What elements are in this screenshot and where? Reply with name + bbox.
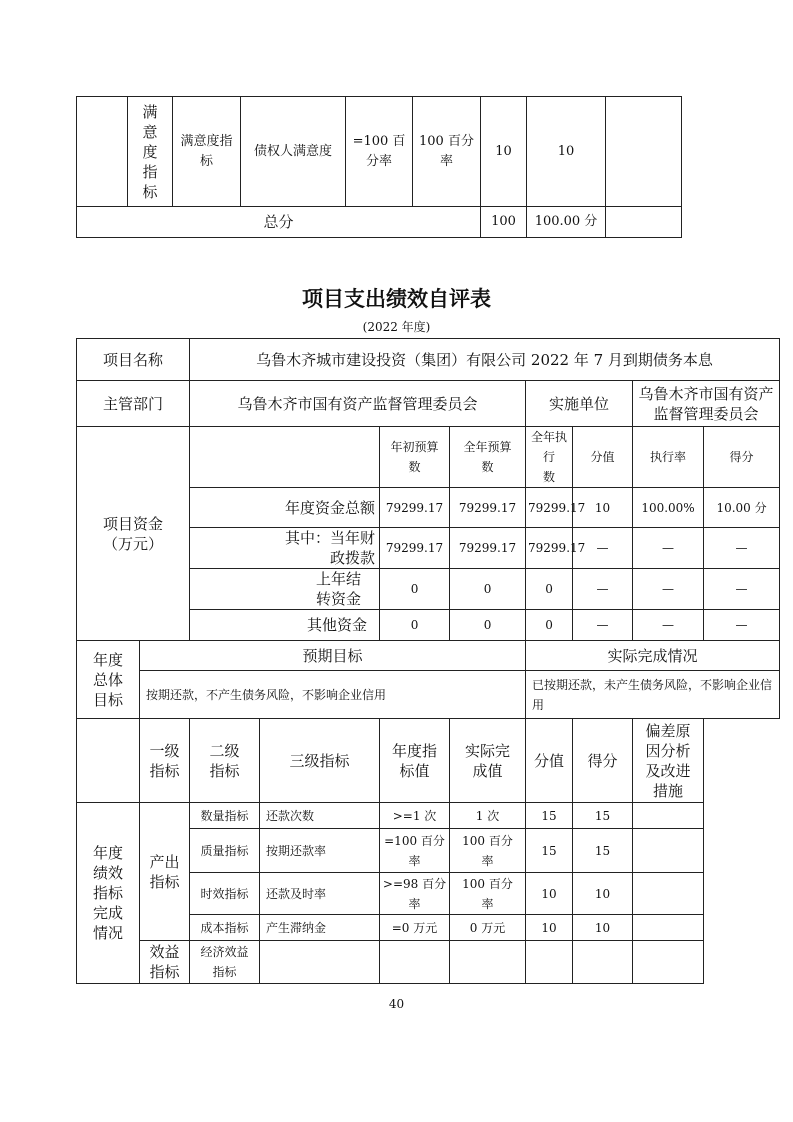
output-indicator-label: 产出 指标 xyxy=(140,803,190,941)
funds-row-score: — xyxy=(704,528,780,569)
benefit-score xyxy=(573,941,633,984)
funds-row-annual: 0 xyxy=(450,610,526,641)
funds-header-initial: 年初预算 数 xyxy=(380,427,450,488)
indicator-actual: 100 百分 率 xyxy=(450,873,526,915)
implementer-value: 乌鲁木齐市国有资产监督管理委员会 xyxy=(633,381,780,427)
funds-row-annual: 79299.17 xyxy=(450,528,526,569)
actual-completion-label: 实际完成情况 xyxy=(526,641,780,671)
indicator-level3: 还款次数 xyxy=(260,803,380,829)
satisfaction-target: =100 百 分率 xyxy=(346,97,413,207)
indicator-weight: 15 xyxy=(526,803,573,829)
indicator-header-extra xyxy=(704,719,780,803)
economic-benefit-label: 经济效益 指标 xyxy=(190,941,260,984)
report-year: (2022 年度) xyxy=(362,320,431,334)
funds-row-executed: 79299.17 xyxy=(526,488,573,528)
indicator-target: =100 百分 率 xyxy=(380,829,450,873)
funds-row-name: 其中：当年财 政拨款 xyxy=(190,528,380,569)
satisfaction-level2-label: 满意度指 标 xyxy=(173,97,241,207)
indicator-extra xyxy=(704,915,780,941)
indicator-header-actual: 实际完 成值 xyxy=(450,719,526,803)
funds-row-score: — xyxy=(704,569,780,610)
indicator-score: 15 xyxy=(573,803,633,829)
indicator-deviation xyxy=(633,915,704,941)
indicator-actual: 1 次 xyxy=(450,803,526,829)
indicator-header-score: 得分 xyxy=(573,719,633,803)
funds-row-weight: — xyxy=(573,569,633,610)
total-blank xyxy=(606,207,682,238)
satisfaction-score: 10 xyxy=(527,97,606,207)
funds-header-weight: 分值 xyxy=(573,427,633,488)
indicator-actual: 100 百分 率 xyxy=(450,829,526,873)
funds-row-name: 年度资金总额 xyxy=(190,488,380,528)
indicator-weight: 15 xyxy=(526,829,573,873)
indicator-score: 10 xyxy=(573,873,633,915)
total-weight: 100 xyxy=(481,207,527,238)
funds-row-annual: 79299.17 xyxy=(450,488,526,528)
indicator-actual: 0 万元 xyxy=(450,915,526,941)
funds-row-rate: 100.00% xyxy=(633,488,704,528)
expected-goal-label: 预期目标 xyxy=(140,641,526,671)
indicator-score: 15 xyxy=(573,829,633,873)
funds-row-weight: — xyxy=(573,528,633,569)
funds-row-executed: 0 xyxy=(526,569,573,610)
total-label: 总分 xyxy=(77,207,481,238)
top-blank-cell xyxy=(77,97,128,207)
indicator-header-level1: 一级 指标 xyxy=(140,719,190,803)
funds-label: 项目资金 （万元） xyxy=(77,427,190,641)
benefit-target xyxy=(380,941,450,984)
implementer-label: 实施单位 xyxy=(526,381,633,427)
indicator-target: >=1 次 xyxy=(380,803,450,829)
indicator-weight: 10 xyxy=(526,915,573,941)
indicator-header-level3: 三级指标 xyxy=(260,719,380,803)
performance-table xyxy=(76,338,780,984)
indicator-header-blank xyxy=(77,719,140,803)
annual-goals-label: 年度 总体 目标 xyxy=(77,641,140,719)
total-score: 100.00 分 xyxy=(527,207,606,238)
indicator-weight: 10 xyxy=(526,873,573,915)
funds-row-weight: 10 xyxy=(573,488,633,528)
funds-row-name: 其他资金 xyxy=(190,610,380,641)
department-label: 主管部门 xyxy=(77,381,190,427)
funds-row-initial: 79299.17 xyxy=(380,488,450,528)
funds-row-rate: — xyxy=(633,528,704,569)
benefit-indicator-label: 效益 指标 xyxy=(140,941,190,984)
satisfaction-deviation xyxy=(606,97,682,207)
performance-section-label: 年度 绩效 指标 完成 情况 xyxy=(77,803,140,984)
funds-row-executed: 79299.17 xyxy=(526,528,573,569)
indicator-header-target: 年度指 标值 xyxy=(380,719,450,803)
creditor-satisfaction-label: 债权人满意度 xyxy=(241,97,346,207)
indicator-level3: 还款及时率 xyxy=(260,873,380,915)
funds-row-annual: 0 xyxy=(450,569,526,610)
funds-row-initial: 0 xyxy=(380,569,450,610)
indicator-target: >=98 百分 率 xyxy=(380,873,450,915)
report-title: 项目支出绩效自评表 xyxy=(302,287,491,311)
funds-row-score: 10.00 分 xyxy=(704,488,780,528)
funds-row-initial: 79299.17 xyxy=(380,528,450,569)
funds-header-score: 得分 xyxy=(704,427,780,488)
indicator-extra xyxy=(704,873,780,915)
indicator-level2: 数量指标 xyxy=(190,803,260,829)
expected-goal-text: 按期还款，不产生债务风险，不影响企业信用 xyxy=(140,671,526,719)
indicator-header-level2: 二级 指标 xyxy=(190,719,260,803)
indicator-score: 10 xyxy=(573,915,633,941)
page-number: 40 xyxy=(388,997,405,1011)
indicator-level3: 按期还款率 xyxy=(260,829,380,873)
indicator-header-weight: 分值 xyxy=(526,719,573,803)
indicator-level2: 时效指标 xyxy=(190,873,260,915)
indicator-header-deviation: 偏差原 因分析 及改进 措施 xyxy=(633,719,704,803)
satisfaction-level1-label: 满 意 度 指 标 xyxy=(128,97,173,207)
top-indicator-table xyxy=(76,96,682,238)
indicator-target: =0 万元 xyxy=(380,915,450,941)
funds-row-rate: — xyxy=(633,610,704,641)
satisfaction-actual: 100 百分 率 xyxy=(413,97,481,207)
department-value: 乌鲁木齐市国有资产监督管理委员会 xyxy=(190,381,526,427)
indicator-level3: 产生滞纳金 xyxy=(260,915,380,941)
benefit-level3 xyxy=(260,941,380,984)
funds-header-executed: 全年执行 数 xyxy=(526,427,573,488)
funds-header-rate: 执行率 xyxy=(633,427,704,488)
indicator-extra xyxy=(704,803,780,829)
benefit-extra xyxy=(704,941,780,984)
actual-completion-text: 已按期还款，未产生债务风险，不影响企业信用 xyxy=(526,671,780,719)
indicator-deviation xyxy=(633,873,704,915)
satisfaction-weight: 10 xyxy=(481,97,527,207)
project-name-value: 乌鲁木齐城市建设投资（集团）有限公司 2022 年 7 月到期债务本息 xyxy=(190,339,780,381)
indicator-level2: 成本指标 xyxy=(190,915,260,941)
indicator-deviation xyxy=(633,803,704,829)
indicator-level2: 质量指标 xyxy=(190,829,260,873)
funds-row-executed: 0 xyxy=(526,610,573,641)
benefit-deviation xyxy=(633,941,704,984)
funds-header-annual: 全年预算 数 xyxy=(450,427,526,488)
funds-row-name: 上年结 转资金 xyxy=(190,569,380,610)
funds-row-weight: — xyxy=(573,610,633,641)
indicator-extra xyxy=(704,829,780,873)
funds-row-score: — xyxy=(704,610,780,641)
funds-header-blank xyxy=(190,427,380,488)
funds-row-initial: 0 xyxy=(380,610,450,641)
funds-row-rate: — xyxy=(633,569,704,610)
indicator-deviation xyxy=(633,829,704,873)
project-name-label: 项目名称 xyxy=(77,339,190,381)
benefit-weight xyxy=(526,941,573,984)
benefit-actual xyxy=(450,941,526,984)
